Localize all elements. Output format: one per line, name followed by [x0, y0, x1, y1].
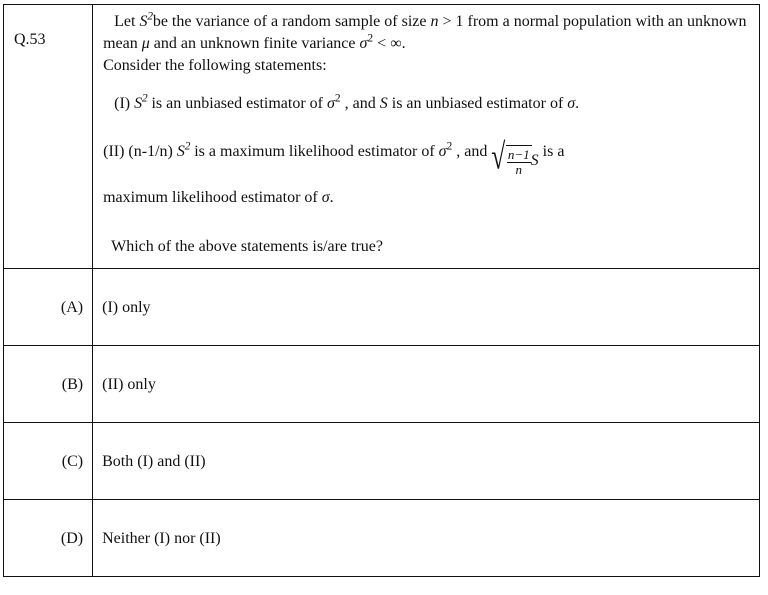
statement-one-var-sigma2: σ — [567, 95, 576, 112]
intro-period: . — [401, 35, 406, 52]
intro-after-S: be the variance of a random sample of size — [152, 13, 427, 30]
intro-var-S: $S^2$ — [139, 10, 153, 30]
option-row-c[interactable] — [4, 423, 760, 500]
intro-lead: Let — [114, 13, 136, 30]
statement-one-marker: (I) — [114, 95, 131, 112]
option-row-a[interactable] — [4, 269, 760, 346]
option-c-text: Both (I) and (II) — [102, 452, 206, 470]
infinity-symbol: ∞ — [390, 35, 402, 52]
option-row-d[interactable] — [4, 500, 760, 577]
intro-after-mu: and an unknown finite variance — [153, 35, 356, 52]
radical-multiplier: S — [530, 152, 539, 170]
statement-two-line-two — [103, 187, 751, 209]
question-body-cell — [93, 5, 760, 269]
question-body — [93, 5, 759, 268]
option-row-b[interactable] — [4, 346, 760, 423]
statement-two-line2-text: maximum likelihood estimator of — [103, 189, 318, 207]
statement-two-var-S: $S^2$ — [176, 140, 191, 160]
option-a-text-cell[interactable] — [93, 269, 760, 346]
statement-one-conjunction: , and — [344, 95, 376, 112]
option-a-text: (I) only — [102, 298, 151, 316]
intro-var-mu: μ — [141, 35, 150, 52]
option-d-label-cell — [4, 500, 93, 577]
intro-sigma-exponent: 2 — [367, 32, 374, 45]
question-prompt: Which of the above statements is/are true? — [111, 238, 383, 256]
intro-var-sigma: σ — [359, 35, 368, 52]
option-b-label-cell — [4, 346, 93, 423]
statement-two-coefficient: (n-1/n) — [128, 143, 173, 160]
radical-sign: √ — [491, 137, 506, 178]
statement-one-tail: is an unbiased estimator of — [391, 95, 564, 112]
statement-two-period: . — [329, 189, 334, 207]
statement-one-var-sigma: σ — [326, 95, 335, 112]
option-d-text-cell[interactable] — [93, 500, 760, 577]
statement-one-var-S2: S — [379, 95, 388, 112]
option-d-text: Neither (I) nor (II) — [102, 529, 221, 547]
question-number-cell — [4, 5, 93, 269]
statement-two-tail: is a — [542, 143, 565, 160]
question-number: Q.53 — [14, 31, 46, 48]
option-c-label: (C) — [61, 452, 84, 470]
question-row — [4, 5, 760, 269]
fraction-denominator: n — [507, 162, 531, 177]
statement-two-var-sigma2: σ — [321, 189, 330, 207]
statement-two-sigma-exponent: 2 — [446, 140, 453, 153]
radicand — [506, 145, 532, 177]
question-table — [3, 4, 760, 577]
statement-one-var-S: $S^2$ — [134, 92, 148, 112]
statement-one-period: . — [575, 95, 580, 112]
intro-less-than: < — [377, 35, 387, 52]
option-c-text-cell[interactable] — [93, 423, 760, 500]
fraction-numerator: n−1 — [507, 147, 530, 163]
intro-closing: Consider the following statements: — [103, 57, 327, 74]
option-b-text-cell[interactable] — [93, 346, 760, 423]
statement-one-middle: is an unbiased estimator of — [151, 95, 323, 112]
statement-two — [103, 137, 751, 177]
option-b-text: (II) only — [102, 375, 156, 393]
option-b-label: (B) — [61, 375, 84, 393]
option-c-label-cell — [4, 423, 93, 500]
option-a-label: (A) — [60, 298, 84, 316]
statement-one-sigma-exponent: 2 — [334, 92, 341, 105]
statement-two-marker: (II) — [103, 143, 125, 160]
question-intro-paragraph — [103, 11, 751, 77]
square-root-expression — [490, 137, 539, 178]
intro-var-n: n — [430, 13, 439, 30]
statement-two-var-sigma: σ — [438, 143, 447, 160]
option-a-label-cell — [4, 269, 93, 346]
option-d-label: (D) — [60, 529, 84, 547]
statement-two-middle: is a maximum likelihood estimator of — [194, 143, 435, 160]
intro-inequality: > 1 from a normal population with an unknown mean — [103, 13, 747, 52]
statement-two-conjunction: , and — [456, 143, 488, 160]
fraction — [507, 148, 531, 176]
statement-one — [103, 93, 751, 115]
